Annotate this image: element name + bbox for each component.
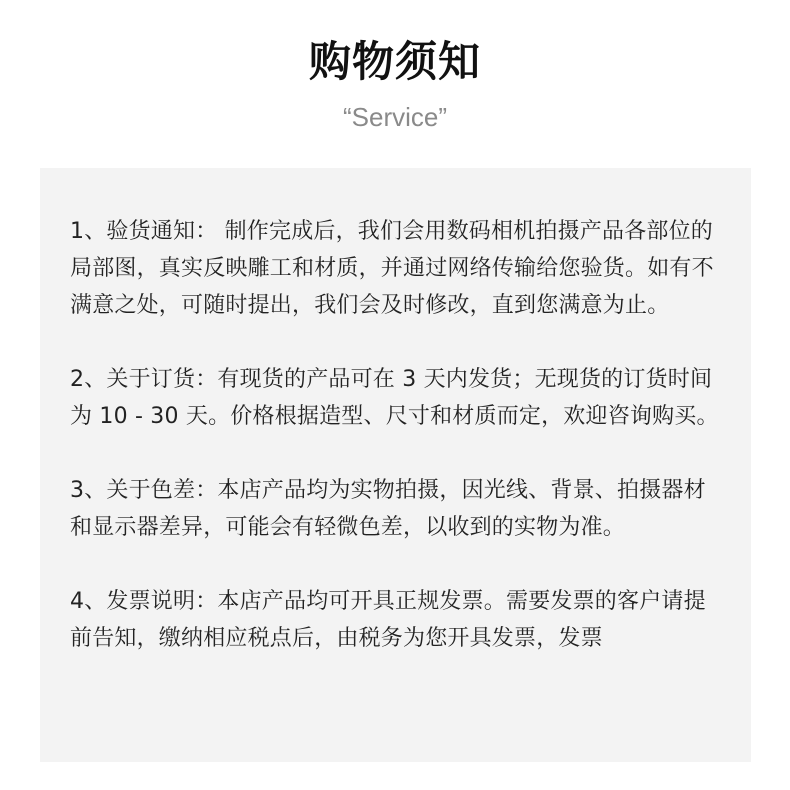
page-subtitle: “Service”	[342, 102, 447, 132]
notice-section-ordering: 2、关于订货：有现货的产品可在 3 天内发货；无现货的订货时间为 10 - 30 天。价格根据造型、尺寸和材质而定，欢迎咨询购买。	[70, 367, 719, 429]
notice-section-color-difference: 3、关于色差：本店产品均为实物拍摄，因光线、背景、拍摄器材和显示器差异，可能会有轻微色差，以收到的实物为准。	[70, 478, 706, 540]
notice-panel	[40, 168, 751, 762]
page-title: 购物须知	[308, 37, 481, 86]
notice-section-inspection: 1、验货通知： 制作完成后，我们会用数码相机拍摄产品各部位的局部图，真实反映雕工和材质，并通过网络传输给您验货。如有不满意之处，可随时提出，我们会及时修改，直到您满意为止。	[70, 219, 714, 318]
notice-section-invoice: 4、发票说明：本店产品均可开具正规发票。需要发票的客户请提前告知，缴纳相应税点后，由税务为您开具发票，发票	[70, 589, 706, 651]
notice-content	[40, 168, 751, 657]
